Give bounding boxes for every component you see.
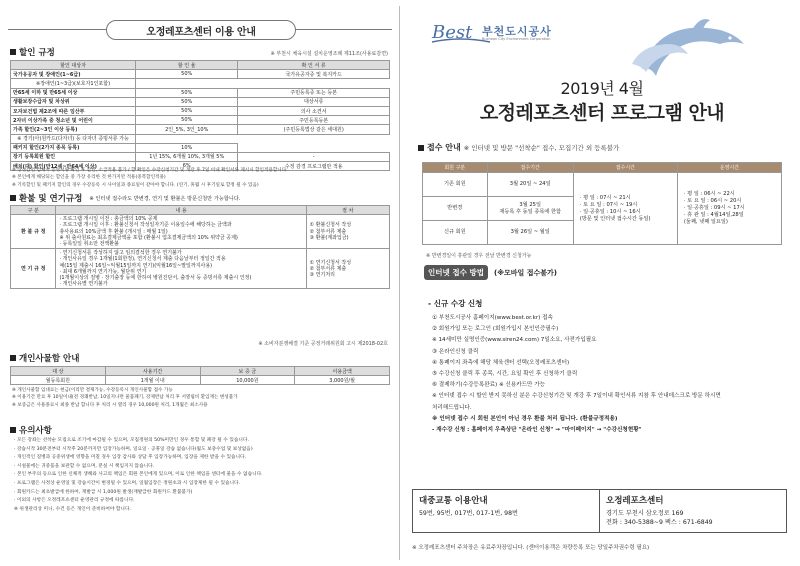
reception-period: 3월 26일 ~ 월일: [487, 221, 573, 245]
signup-step: 처리해드립니다.: [432, 404, 472, 411]
reception-period: 3월 25일 재등록 후 동일 종목에 한함: [487, 197, 573, 221]
note-line: ※ 기록할인 및 패키지 할인의 경우 수강등록 시 사이일과 종료일이 같아야 합니다. (연기, 휴월 시 후기일로 할정 될 수 있음): [12, 182, 259, 188]
member-type: 신규 회원: [423, 221, 488, 245]
reception-hours: [573, 173, 677, 245]
table-cell: 생활보장수급자 및 차상위: [11, 97, 136, 106]
year-month: 2019년 4월: [560, 79, 644, 98]
table-cell: 10%: [136, 143, 238, 152]
square-bullet-icon: [10, 355, 16, 361]
column-header: 할 인 율: [136, 61, 238, 70]
table-row: [11, 79, 390, 88]
left-column: [8, 6, 392, 560]
table-cell: 장기 등록회원 할인: [11, 152, 136, 161]
procedure-step: ① 환불신청서 작성: [309, 222, 352, 229]
table-cell: 국가유공자 및 장애인(1~6급): [11, 70, 136, 79]
column-header: 절 차: [306, 206, 389, 215]
caution-item: · 강습시작 30분전부터 시작후 20분까지만 입장가능하며, 일요일 · 공휴일 강습 없습니다(월도 보충수업 및 보상없음): [14, 446, 253, 452]
hours-line: · 토 요 일 : 06시 ~ 20시: [683, 198, 742, 204]
caution-list: [14, 437, 390, 514]
signup-step: ※ 14세미만 실명인증(www.siren24.com) 7일소요, 사전가입필요: [432, 337, 597, 344]
transit-title: 대중교통 이용안내: [419, 496, 488, 506]
content-line: · 등록일일 취소만 전액환불: [59, 241, 119, 247]
content-line: · 개인사유별 연기불가: [59, 281, 108, 288]
content-line: · 연기신청서를 작성하지 않고 임의결석한 경우 연기불가: [59, 250, 182, 257]
transit-info: [413, 490, 599, 532]
reception-desc: ※ 인터넷 및 방문 "선착순" 접수, 모집기간 외 등록불가: [463, 144, 620, 152]
refund-source-note: ※ 소비자분쟁해결 기준 공정거래위원회 고시 제2018-02호: [258, 341, 388, 347]
table-cell: 2인_5%, 3인_10%: [136, 125, 238, 134]
reception-period: 3월 20일 ~ 24일: [487, 173, 573, 197]
square-bullet-icon: [10, 49, 16, 55]
row-content: [56, 249, 306, 289]
content-line: · 프로그램 개시일 이전 : 총금액의 10% 공제: [59, 216, 158, 223]
signup-step: ⑤ 수강신청 클릭 후 종목, 시간, 요일 확인 후 신청하기 클릭: [432, 371, 578, 378]
content-line: · 최대 6개월까지 연기가능, 월단위 연기: [59, 268, 147, 275]
note-line: ※ 이용기간 만료 후 10일이내(전 경쾌반납, 10일지나면 물품폐기, 강제반납 처리 후 서열립비 환입재는 변성불가: [12, 395, 238, 401]
note-line: ※ 보증금은 사용종료시 최종 반납 합니다 후 처리 시 열리 경우 10,000원 처리, 1개월은 최소사용: [12, 402, 208, 408]
procedure-step: ② 첨부서류 제출: [309, 228, 347, 235]
hours-line: (둘째, 넷째 일요일): [683, 219, 728, 225]
table-cell: (주민등록법상 같은 세대원): [238, 125, 390, 134]
internet-signup-badge: 인터넷 접수 방법: [424, 265, 488, 280]
content-line: · 프로그램 개시일 이후 : 환불신청서 작성일자기준 이용일수에 해당하는 금액과: [59, 222, 232, 229]
signup-steps: [432, 313, 787, 436]
company-subname: Bucheon City Environment Corporation: [482, 37, 551, 41]
table-cell: 월등록회원: [11, 376, 106, 385]
discount-heading: 할인 규정: [10, 46, 55, 58]
table-cell: 6%: [136, 162, 238, 171]
table-header-row: [11, 206, 390, 215]
table-cell: 3,000원/월: [295, 376, 390, 385]
bus-numbers: 59번, 95번, 017번, 017-1번, 98번: [419, 510, 519, 517]
table-cell: 가족 할인(2~3인 이상 등록): [11, 125, 136, 134]
table-cell: -: [238, 152, 390, 161]
caution-heading: 유의사항: [10, 424, 52, 436]
caution-item: · 회원카드는 최초발급에 한하여, 재발급 시 1,000원 발생(재발급한 회원카드 환불불가): [14, 489, 193, 495]
table-header-row: [423, 163, 782, 173]
column-header: 이용금액: [295, 367, 390, 376]
hours-line: · 평 일 : 06시 ~ 22시: [683, 191, 735, 197]
center-phone: 전화 : 340-5388~9 팩스 : 671-6849: [606, 519, 713, 526]
procedure-step: ① 연기신청서 작성: [309, 259, 352, 266]
table-cell: 1개월 이내: [105, 376, 200, 385]
reception-note: ※ 반변경일이 휴관일 경우 전날 반변경 신청가능: [426, 253, 532, 259]
locker-heading: 개인사물함 안내: [10, 352, 79, 364]
table-cell: 50%: [136, 70, 238, 79]
dolphin-icon: [622, 14, 752, 84]
signup-step: ④ 통폐이지 좌측에 해당 체육센터 선택(오정레포츠센터): [432, 359, 570, 366]
column-header: 보 증 금: [200, 367, 295, 376]
caution-item: ※ 위생관리상 미니, 수건 등은 개인이 준비하여야 합니다.: [14, 506, 131, 512]
table-row: [11, 215, 390, 249]
table-row: [11, 106, 390, 115]
hours-line: (방문 및 인터넷 접수시간 동일): [579, 215, 651, 222]
table-cell: 의사 소견서: [238, 106, 390, 115]
table-row: [11, 125, 390, 134]
discount-law-note: ※ 부천시 체육시설 설치운영조례 제11조(사용료감면): [270, 51, 388, 57]
caution-item: · 개인적인 질병과 공중위생에 영향을 미칠 경우 입장 감사와 상담 후 입장가능하며, 입장을 제한 받을 수 있습니다.: [14, 455, 247, 461]
table-cell: 50%: [136, 106, 238, 115]
content-line: ※ 위 출사원료는 최초결제금액을 포함 (환불시 업초결제금액의 10% 위약금 공제): [59, 234, 238, 241]
row-procedure: [306, 249, 389, 289]
row-label: 연 기 규 정: [11, 249, 56, 289]
table-cell: 주민등록증 또는 등본: [238, 88, 390, 97]
column-header: 내 용: [56, 206, 306, 215]
column-header: 확 인 서 류: [238, 61, 390, 70]
signup-step: ③ 온라인신청 클릭: [432, 348, 479, 355]
table-cell: 모자보건법 제2조에 따른 임산부: [11, 106, 136, 115]
center-info: [599, 490, 786, 532]
table-cell: 10,000원: [200, 376, 295, 385]
note-line: ※ 장정감면 검체시 증빙서류 확인 후 할인, 소급적용 불가 / 할 확인은 수강신청기간 및 개강 후 7일 이내 확인서류 제시시 할인적용합니다.: [12, 168, 288, 173]
procedure-step: ② 첨부서류 제출: [309, 265, 347, 272]
discount-notes: [12, 167, 390, 189]
table-row: [11, 152, 390, 161]
row-content: [56, 215, 306, 249]
content-line: · 개인사유일 경우 1개월(1회한정), 연기신청서 제출 다음날부터 정일간 적용: [59, 256, 226, 263]
contact-box: [412, 489, 787, 533]
usage-guide-title: 오정레포츠센터 이용 안내: [106, 20, 296, 40]
signup-step: - 재수강 신청 : 홈페이지 우측상단 "온라인 신청" → "마이페이지" → "수강신청현황": [432, 427, 642, 434]
hours-line: · 토 요 일 : 07시 ~ 19시: [579, 201, 638, 208]
table-cell: 2자녀 이상가족 중 청소년 및 어린이: [11, 116, 136, 125]
signup-step: ※ 인터넷 접수 시 할인 받지 못하신 분은 수강신청기간 및 개강 후 7일이내 확인서류 지참 후 안내데스크로 방문 하시면: [432, 393, 721, 400]
table-row: [11, 143, 390, 152]
column-header: 접수기간: [487, 163, 573, 173]
note-line: ※ 개인사물함 임대료는 현금(이리만 결제가능, 수강등록시 개인사물함 접수 가능: [12, 388, 173, 393]
table-header-row: [11, 61, 390, 70]
reception-heading: 접수 안내 ※ 인터넷 및 방문 "선착순" 접수, 모집기간 외 등록불가: [418, 142, 619, 153]
member-type: 반변경: [423, 197, 488, 221]
procedure-step: ③ 연기처리: [309, 271, 336, 278]
column-header: 운영시간: [677, 163, 781, 173]
table-row: [11, 376, 390, 385]
content-line: 예(15일 제출시 16일~익월15일까지 연기)(익월16일~말일까지사용): [59, 262, 213, 269]
row-label: 환 불 규 정: [11, 215, 56, 249]
hours-line: · 휴 관 일 : 4월14일,28일: [683, 212, 744, 218]
column-header: 사용기간: [105, 367, 200, 376]
refund-subnote: ※ 인터넷 접수라도 반변경, 연기 및 환불은 방문신청만 가능합니다.: [89, 195, 241, 202]
signup-step: ① 부천도시공사 홈페이지(www.best.or.kr) 접속: [432, 315, 553, 321]
svg-text:Best: Best: [432, 22, 473, 43]
square-bullet-icon: [10, 427, 16, 433]
table-row: [11, 249, 390, 289]
locker-notes: [12, 387, 390, 409]
caution-item: · 시설물에는 귀중품을 보관할 수 없으며, 분실 시 책임지지 않습니다.: [14, 463, 155, 469]
signup-step: ※ 인터넷 접수 시 회원 본인이 아닌 경우 환불 처리 됩니다. (환불규정적용): [432, 415, 618, 422]
caution-item: · 프로그램은 사정상 운영일 및 강습시간이 변경될 수 있으며, 일월입장은 정원초과 시 입장제한 될 수 있습니다.: [14, 480, 241, 486]
table-row: [11, 88, 390, 97]
note-line: ※ 본인에게 해당되는 할인을 중 가장 유리한 것 한가지만 적용(중복할인적용): [12, 175, 166, 181]
center-address: 경기도 부천시 삼오정로 169: [606, 510, 684, 517]
operating-hours: [677, 173, 781, 245]
table-row: [11, 134, 390, 143]
square-bullet-icon: [10, 195, 16, 201]
refund-table: [10, 205, 390, 289]
content-line: (1개월이상의 질병 · 장기출장 등에 한하여 병원진단서, 출장서 등 증빙서류 제출시 인정): [59, 275, 252, 282]
caution-item: · 본인 부주의 등으로 인한 신체적 생해와 사고의 책임은 회원 본인에게 있으며, 이로 인한 책임을 센터에 물을 수 없습니다.: [14, 472, 263, 478]
center-title: 오정레포츠센터: [606, 496, 664, 506]
program-title: 오정레포츠센터 프로그램 안내: [479, 102, 725, 124]
table-cell: 50%: [136, 88, 238, 97]
new-registration-title: - 신규 수강 신청: [428, 299, 483, 308]
square-bullet-icon: [418, 145, 424, 151]
table-cell: 국가유공자증 및 복지카드: [238, 70, 390, 79]
column-header: 접수시간: [573, 163, 677, 173]
member-type: 기존 회원: [423, 173, 488, 197]
table-cell: 만65세 이하 및 만65세 이상: [11, 88, 136, 97]
caution-item: · 이외의 사항은 오정레포츠센터 운영관리 규정에 따릅니다.: [14, 498, 135, 504]
table-row: [11, 70, 390, 79]
company-name: 부천도시공사: [482, 25, 552, 38]
row-procedure: [306, 215, 389, 249]
table-cell: 패키지 할인(2가지 종목 등록): [11, 143, 136, 152]
table-cell: 1년 15%, 6개월 10%, 3개월 5%: [136, 152, 238, 161]
table-cell: ※ 경기(아)원카드(다자녀) 등 다자녀 증빙서류 가능: [11, 134, 136, 143]
table-cell: 주민등록등본: [238, 116, 390, 125]
reception-table: [422, 162, 782, 245]
column-divider: [399, 6, 400, 560]
discount-table: [10, 60, 390, 171]
hours-line: · 평 일 : 07시 ~ 21시: [579, 194, 631, 201]
table-header-row: [11, 367, 390, 376]
column-header: 회원 구분: [423, 163, 488, 173]
procedure-step: ③ 환불(계좌입금): [309, 234, 349, 241]
table-row: [11, 97, 390, 106]
table-row: [11, 116, 390, 125]
table-cell: ※장애인(1~3급)(보호자1인포함): [11, 79, 136, 88]
table-cell: 배치(대) 할인(만12세~만64세 이상): [11, 162, 136, 171]
locker-table: [10, 366, 390, 385]
column-header: 구 분: [11, 206, 56, 215]
signup-step: ⑥ 결제하기(수강등록완료) ※ 신용카드만 가능: [432, 382, 546, 389]
table-cell: 50%: [136, 116, 238, 125]
column-header: 대 상: [11, 367, 106, 376]
refund-heading: 환불 및 연기규정 ※ 인터넷 접수라도 반변경, 연기 및 환불은 방문신청만 가능합니다.: [10, 192, 241, 204]
right-column: [412, 6, 792, 560]
table-row: [423, 173, 782, 197]
table-cell: 대상서류: [238, 97, 390, 106]
hours-line: · 일·공휴일 : 10시 ~ 16시: [579, 208, 641, 215]
content-line: 총사용료의 10%금액 후 환불 (개시일 : 매월 1일): [59, 228, 168, 235]
mobile-not-allowed-note: (※모바일 접수불가): [494, 269, 557, 277]
table-cell: 50%: [136, 97, 238, 106]
parking-note: ※ 오정레포츠센터 주차장은 유료주차장입니다. (센터이용객은 차량등록 또는 당일주차권수령 필요): [412, 545, 650, 551]
column-header: 할인 대상자: [11, 61, 136, 70]
caution-item: · 모든 강좌는 선착순 모집으로 조기에 마감될 수 있으며, 모집정원의 50%미만인 경우 통합 및 폐강 될 수 있습니다.: [14, 438, 249, 443]
table-cell: 수정 감경 프로그램만 적용: [238, 162, 390, 171]
hours-line: · 일·공휴일 : 09시 ~ 17시: [683, 205, 745, 211]
signup-step: ② 회원가입 또는 로그인 (회원가입시 본인인증필수): [432, 326, 559, 333]
